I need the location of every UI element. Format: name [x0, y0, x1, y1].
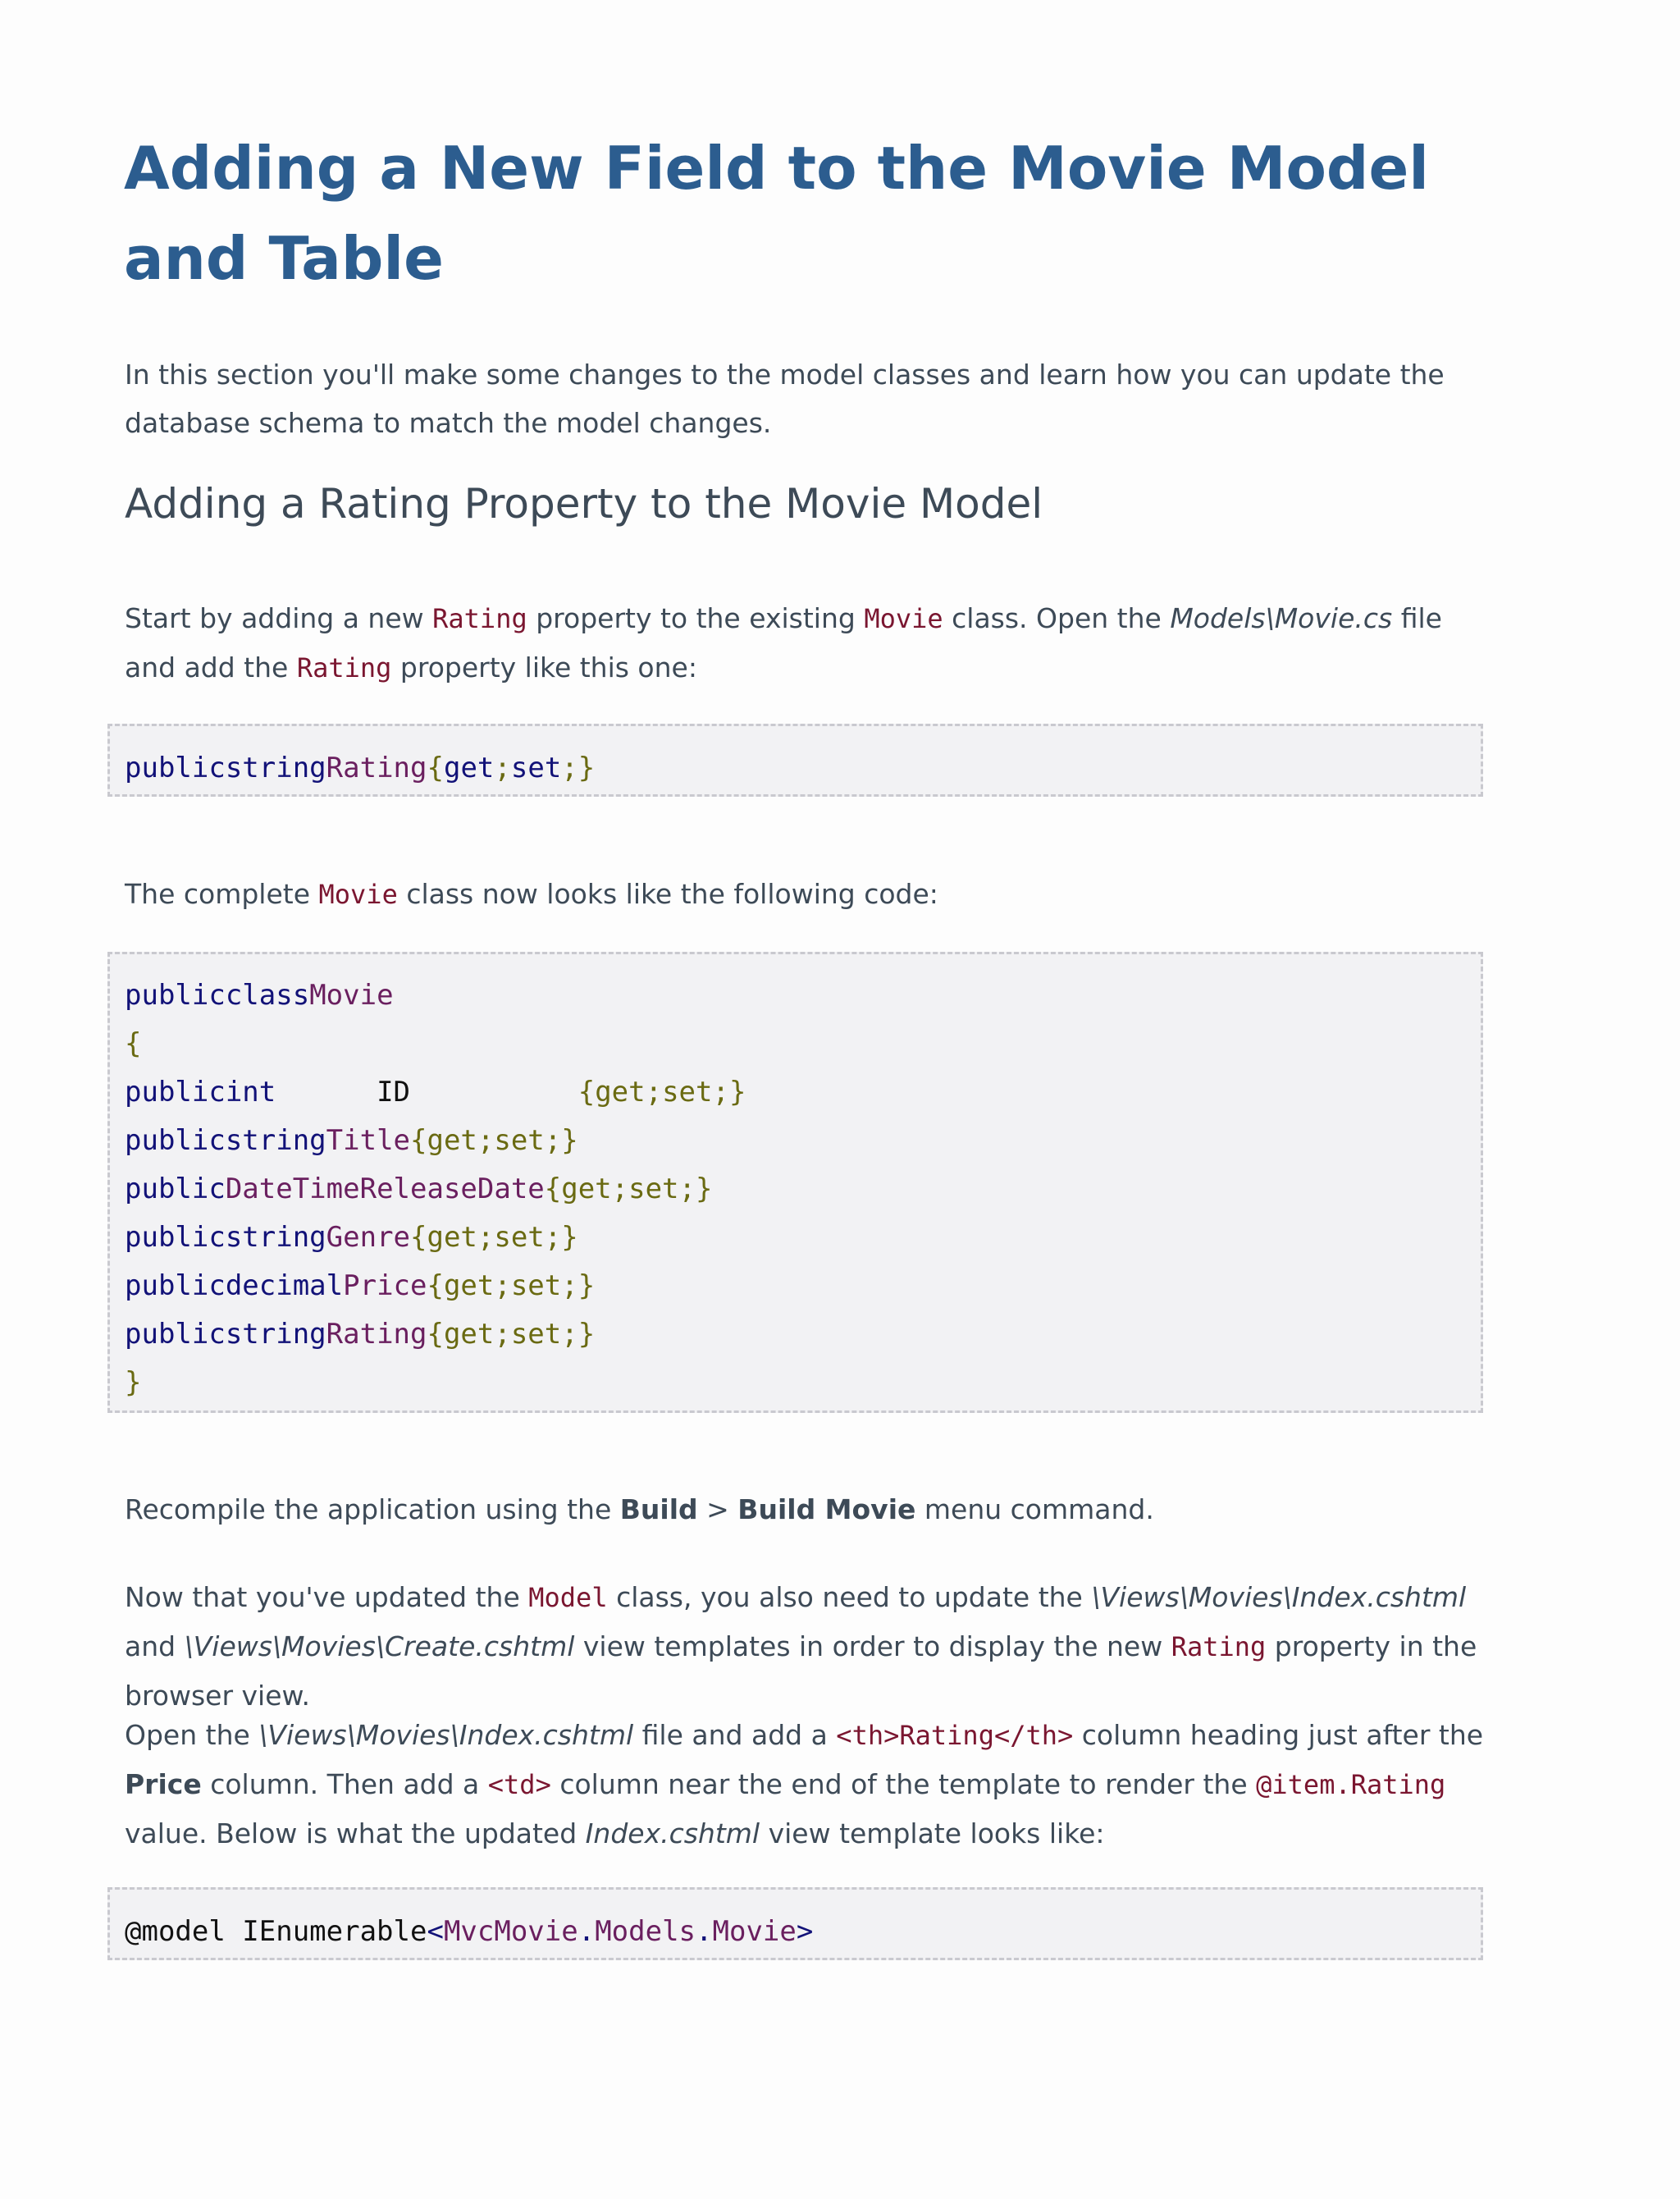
file-path: \Views\Movies\Create.cshtml: [184, 1630, 575, 1662]
directive: @model IEnumerable: [125, 1915, 427, 1948]
identifier: Rating: [326, 1318, 427, 1351]
keyword: public: [125, 979, 226, 1012]
text: view template looks like:: [760, 1817, 1105, 1849]
file-path: Models\Movie.cs: [1170, 602, 1393, 634]
identifier: Rating: [326, 752, 427, 784]
file-path: \Views\Movies\Index.cshtml: [1091, 1581, 1467, 1613]
type: string: [225, 1221, 326, 1254]
identifier: Title: [326, 1124, 411, 1157]
text: class, you also need to update the: [607, 1581, 1092, 1613]
paragraph-update-views: [125, 1573, 1486, 1720]
type: Movie: [712, 1915, 797, 1948]
text: The complete: [125, 878, 319, 910]
identifier: Genre: [326, 1221, 411, 1254]
keyword: public: [125, 1173, 226, 1205]
type: int: [225, 1076, 276, 1109]
identifier: Movie: [309, 979, 394, 1012]
section-heading: Adding a Rating Property to the Movie Model: [125, 480, 1043, 528]
code-line: [125, 744, 595, 793]
semicolon: ;: [494, 752, 511, 784]
dot: .: [578, 1915, 596, 1948]
text: menu command.: [915, 1493, 1154, 1525]
text: property to the existing: [527, 602, 865, 634]
intro-paragraph: In this section you'll make some changes to the model classes and learn how you can update the database schema to match the model changes.: [125, 359, 1445, 439]
text: column heading just after the: [1073, 1719, 1484, 1751]
accessor: {get;set;}: [578, 1076, 746, 1109]
page-title: Adding a New Field to the Movie Model and Table: [124, 134, 1429, 293]
text: file and add the: [125, 602, 1442, 683]
text: Open the: [125, 1719, 259, 1751]
text: class. Open the: [943, 602, 1171, 634]
text: and: [125, 1630, 185, 1662]
accessor: {get;set;}: [544, 1173, 713, 1205]
accessor: {get;set;}: [410, 1221, 578, 1254]
angle-bracket: >: [796, 1915, 814, 1948]
text: Recompile the application using the: [125, 1493, 620, 1525]
paragraph-complete-class: [125, 870, 1486, 919]
inline-code: <th>Rating</th>: [836, 1720, 1074, 1751]
accessor: {get;set;}: [427, 1269, 596, 1302]
inline-code: Movie: [318, 879, 398, 910]
text: >: [697, 1493, 738, 1525]
dot: .: [696, 1915, 713, 1948]
paragraph-open-index: [125, 1711, 1486, 1858]
brace: }: [578, 752, 596, 784]
inline-code: @item.Rating: [1256, 1769, 1446, 1800]
keyword: public: [125, 752, 226, 784]
brace: {: [427, 752, 444, 784]
inline-code: Rating: [432, 603, 527, 634]
keyword: public: [125, 1318, 226, 1351]
keyword: public: [125, 1269, 226, 1302]
identifier: ReleaseDate: [359, 1173, 545, 1205]
angle-bracket: <: [427, 1915, 444, 1948]
keyword: public: [125, 1076, 226, 1109]
code-line: [125, 1908, 813, 1956]
file-path: \Views\Movies\Index.cshtml: [258, 1719, 634, 1751]
keyword: get: [443, 752, 495, 784]
text: property like this one:: [391, 651, 697, 683]
text: Now that you've updated the: [125, 1581, 529, 1613]
keyword: class: [225, 979, 310, 1012]
inline-code: Rating: [296, 652, 392, 683]
identifier: ID: [377, 1076, 411, 1109]
text: column near the end of the template to render the: [550, 1768, 1257, 1800]
menu-label: Build Movie: [737, 1493, 916, 1525]
inline-code: Rating: [1171, 1631, 1267, 1662]
text: view templates in order to display the new: [574, 1630, 1171, 1662]
paragraph-add-rating: [125, 594, 1486, 693]
code-block-movie-class-lines: [125, 971, 746, 1407]
text: class now looks like the following code:: [397, 878, 938, 910]
keyword: public: [125, 1221, 226, 1254]
menu-label: Build: [619, 1493, 698, 1525]
type: string: [225, 1318, 326, 1351]
semicolon: ;: [561, 752, 578, 784]
keyword: set: [510, 752, 562, 784]
text: value. Below is what the updated: [125, 1817, 586, 1849]
text: column. Then add a: [201, 1768, 488, 1800]
type: decimal: [225, 1269, 344, 1302]
keyword: string: [225, 752, 326, 784]
emphasis: Price: [125, 1768, 202, 1800]
namespace: MvcMovie: [443, 1915, 578, 1948]
text: property in the browser view.: [125, 1630, 1477, 1712]
namespace: Models: [595, 1915, 696, 1948]
identifier: Price: [343, 1269, 427, 1302]
keyword: public: [125, 1124, 226, 1157]
file-path: Index.cshtml: [585, 1817, 760, 1849]
type: string: [225, 1124, 326, 1157]
inline-code: Model: [528, 1582, 608, 1613]
brace: {: [125, 1027, 142, 1060]
paragraph-recompile: [125, 1485, 1486, 1534]
text: file and add a: [633, 1719, 837, 1751]
text: Start by adding a new: [125, 602, 433, 634]
accessor: {get;set;}: [410, 1124, 578, 1157]
accessor: {get;set;}: [427, 1318, 596, 1351]
inline-code: Movie: [864, 603, 943, 634]
type: DateTime: [225, 1173, 360, 1205]
brace: }: [125, 1366, 142, 1399]
inline-code: <td>: [487, 1769, 551, 1800]
